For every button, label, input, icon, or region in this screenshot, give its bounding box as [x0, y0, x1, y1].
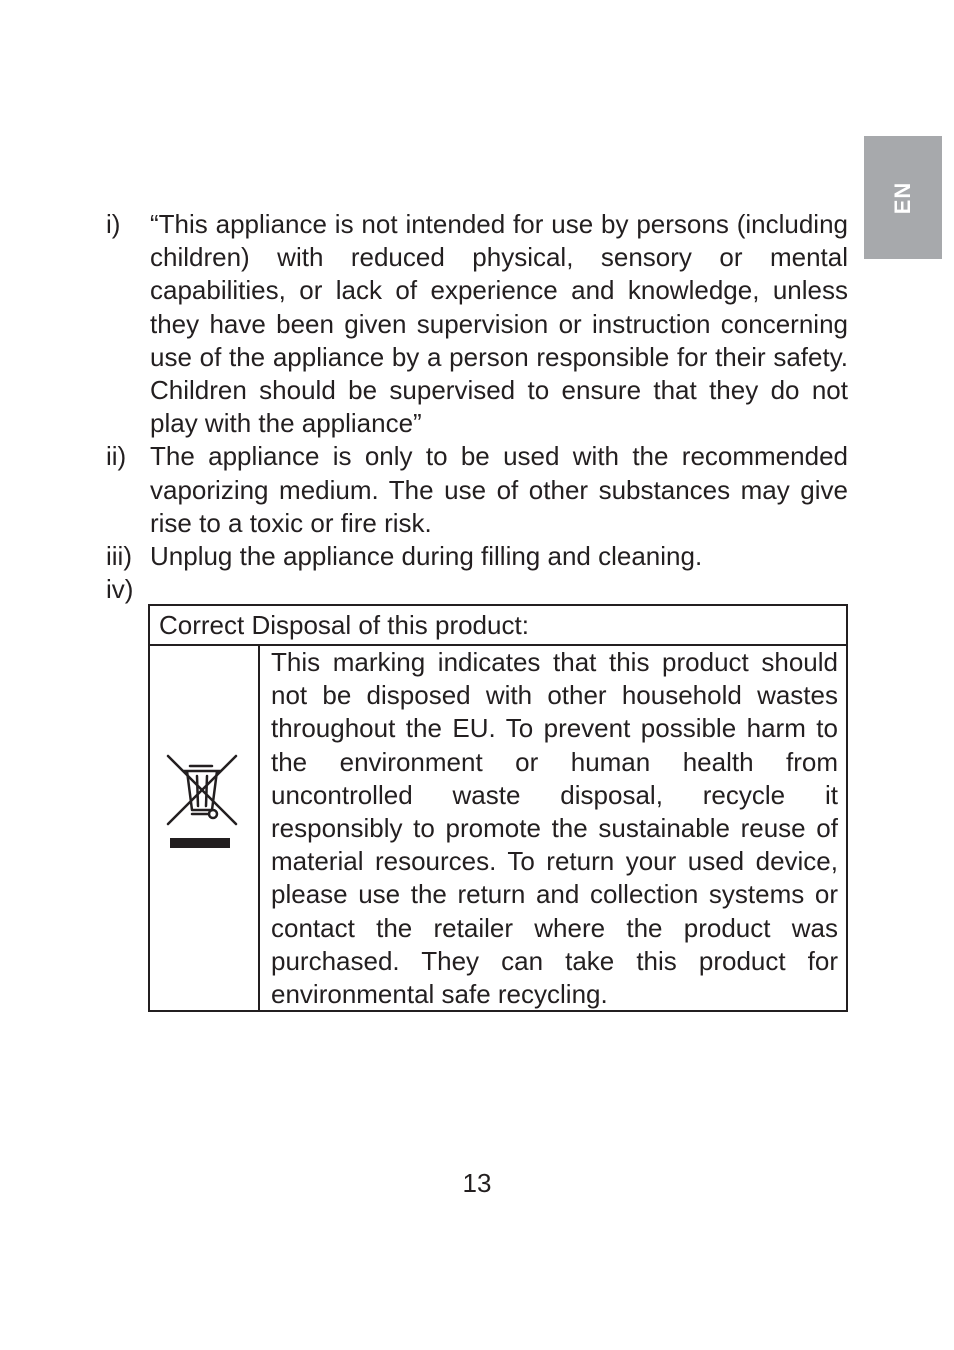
list-item-text: “This appliance is not intended for use by persons (including children) with reduced physical, sensory or mental capabilities, or lack of experience and knowledge, unless they have been given supervision or instruction concerning use of the appliance by a person responsible for their safety. Children should be supervised to ensure that they do not play with the appliance” — [150, 209, 848, 439]
list-item-number: i) — [106, 209, 121, 239]
list-item — [106, 208, 848, 440]
language-tab — [864, 136, 942, 259]
safety-instructions-list — [106, 208, 848, 606]
list-item — [106, 440, 848, 540]
disposal-description: This marking indicates that this product should not be disposed with other household wastes throughout the EU. To prevent possible harm to the environment or human health from uncontrolled waste disposal, recycle it responsibly to promote the sustainable reuse of material resources. To return your used device, please use the return and collection systems or contact the retailer where the product was purchased. They can take this product for environmental safe recycling. — [271, 647, 838, 1010]
disposal-title: Correct Disposal of this product: — [150, 606, 846, 646]
disposal-body — [150, 646, 846, 1010]
list-item-number: iii) — [106, 541, 132, 572]
disposal-table — [148, 604, 848, 1012]
disposal-icon-cell — [150, 646, 260, 1010]
list-item-number: iv) — [106, 574, 134, 605]
list-item — [106, 573, 848, 606]
page-number: 13 — [462, 1168, 492, 1198]
list-item — [106, 540, 848, 573]
language-tab-label: EN — [890, 181, 915, 214]
list-item-text: Unplug the appliance during filling and cleaning. — [150, 541, 703, 572]
list-item-number: ii) — [106, 441, 127, 472]
list-item-text — [150, 573, 848, 606]
list-item-text: The appliance is only to be used with the recommended vaporizing medium. The use of other substances may give rise to a toxic or fire risk. — [150, 441, 848, 538]
crossed-out-wheelie-bin-icon — [162, 752, 242, 848]
